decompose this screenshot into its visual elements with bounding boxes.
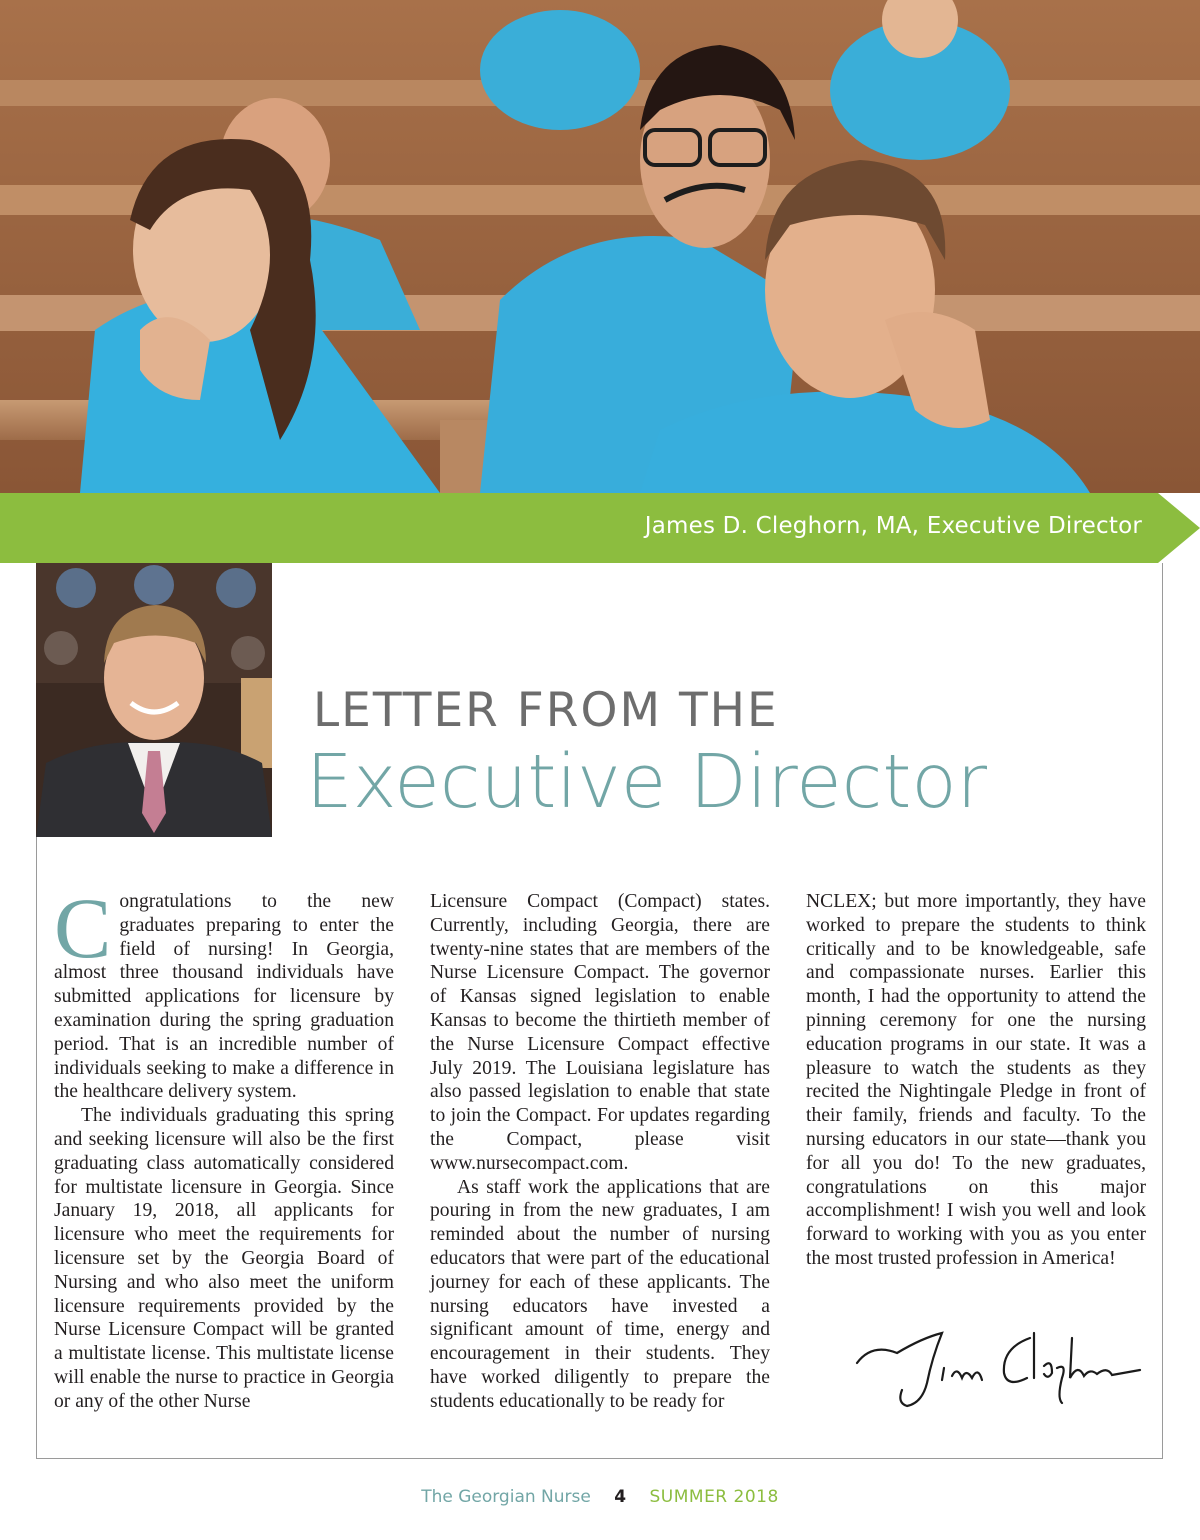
paragraph: Licensure Compact (Compact) states. Currently, including Georgia, there are twenty-nine states that are members of the Nurse Licensure Compact. The governor of Kansas signed legislation to enable Kansas to become the thirtieth member of the Nurse Licensure Compact effective July 2019. The Louisiana legislature has also passed legislation to enable that state to join the Compact. For updates regarding the Compact, please visit www.nursecompact.com. xyxy=(430,891,770,1174)
title-line-2: Executive Director xyxy=(306,739,988,825)
magazine-name: The Georgian Nurse xyxy=(421,1487,591,1507)
paragraph: NCLEX; but more importantly, they have worked to prepare the students to think critically and to be knowledgeable, safe and compassionate nurses. Earlier this month, I had the opportunity to attend the pinning ceremony for one the nursing education programs in our state. It was a pleasure to watch the students as they recited the Nightingale Pledge in front of their family, friends and faculty. To the nursing educators in our state—thank you for all you do! To the new graduates, congratulations on this major accomplishment! I wish you well and look forward to working with you as you enter the most trusted profession in America! xyxy=(806,891,1146,1269)
drop-cap: C xyxy=(54,880,112,976)
page-number: 4 xyxy=(614,1487,627,1507)
paragraph: The individuals graduating this spring and seeking licensure will also be the first graduating class automatically considered for multistate licensure in Georgia. Since January 19, 2018, all applicants for licensure who meet the requirements for licensure set by the Georgia Board of Nursing and who also meet the uniform licensure requirements provided by the Nurse Licensure Compact will be granted a multistate license. This multistate license will enable the nurse to practice in Georgia or any of the other Nurse xyxy=(54,1105,394,1412)
paragraph-text: ongratulations to the new graduates preparing to enter the field of nursing! In Georgia, almost three thousand individuals have submitted applications for licensure by examination during the spring graduation period. That is an incredible number of individuals seeking to make a difference in the healthcare delivery system. xyxy=(54,891,394,1103)
body-column-3 xyxy=(806,890,1146,1271)
paragraph xyxy=(54,880,394,1104)
author-name: James D. Cleghorn, MA, Executive Director xyxy=(644,513,1142,539)
portrait-photo-icon xyxy=(36,563,272,837)
signature-image-icon xyxy=(852,1318,1142,1418)
title-line-1: LETTER FROM THE xyxy=(313,683,779,738)
paragraph: As staff work the applications that are pouring in from the new graduates, I am reminded about the number of nursing educators that were part of the educational journey for each of these applicants. The nursing educators have invested a significant amount of time, energy and encouragement in their students. They have worked diligently to prepare the students educationally to be ready for xyxy=(430,1176,770,1412)
body-column-2 xyxy=(430,890,770,1414)
page-footer xyxy=(0,1487,1200,1507)
hero-photo xyxy=(0,0,1200,493)
hero-photo-students-icon xyxy=(0,0,1200,493)
body-column-1 xyxy=(54,880,394,1414)
author-banner xyxy=(0,493,1200,563)
issue-label: SUMMER 2018 xyxy=(649,1487,779,1507)
author-portrait xyxy=(36,563,272,837)
